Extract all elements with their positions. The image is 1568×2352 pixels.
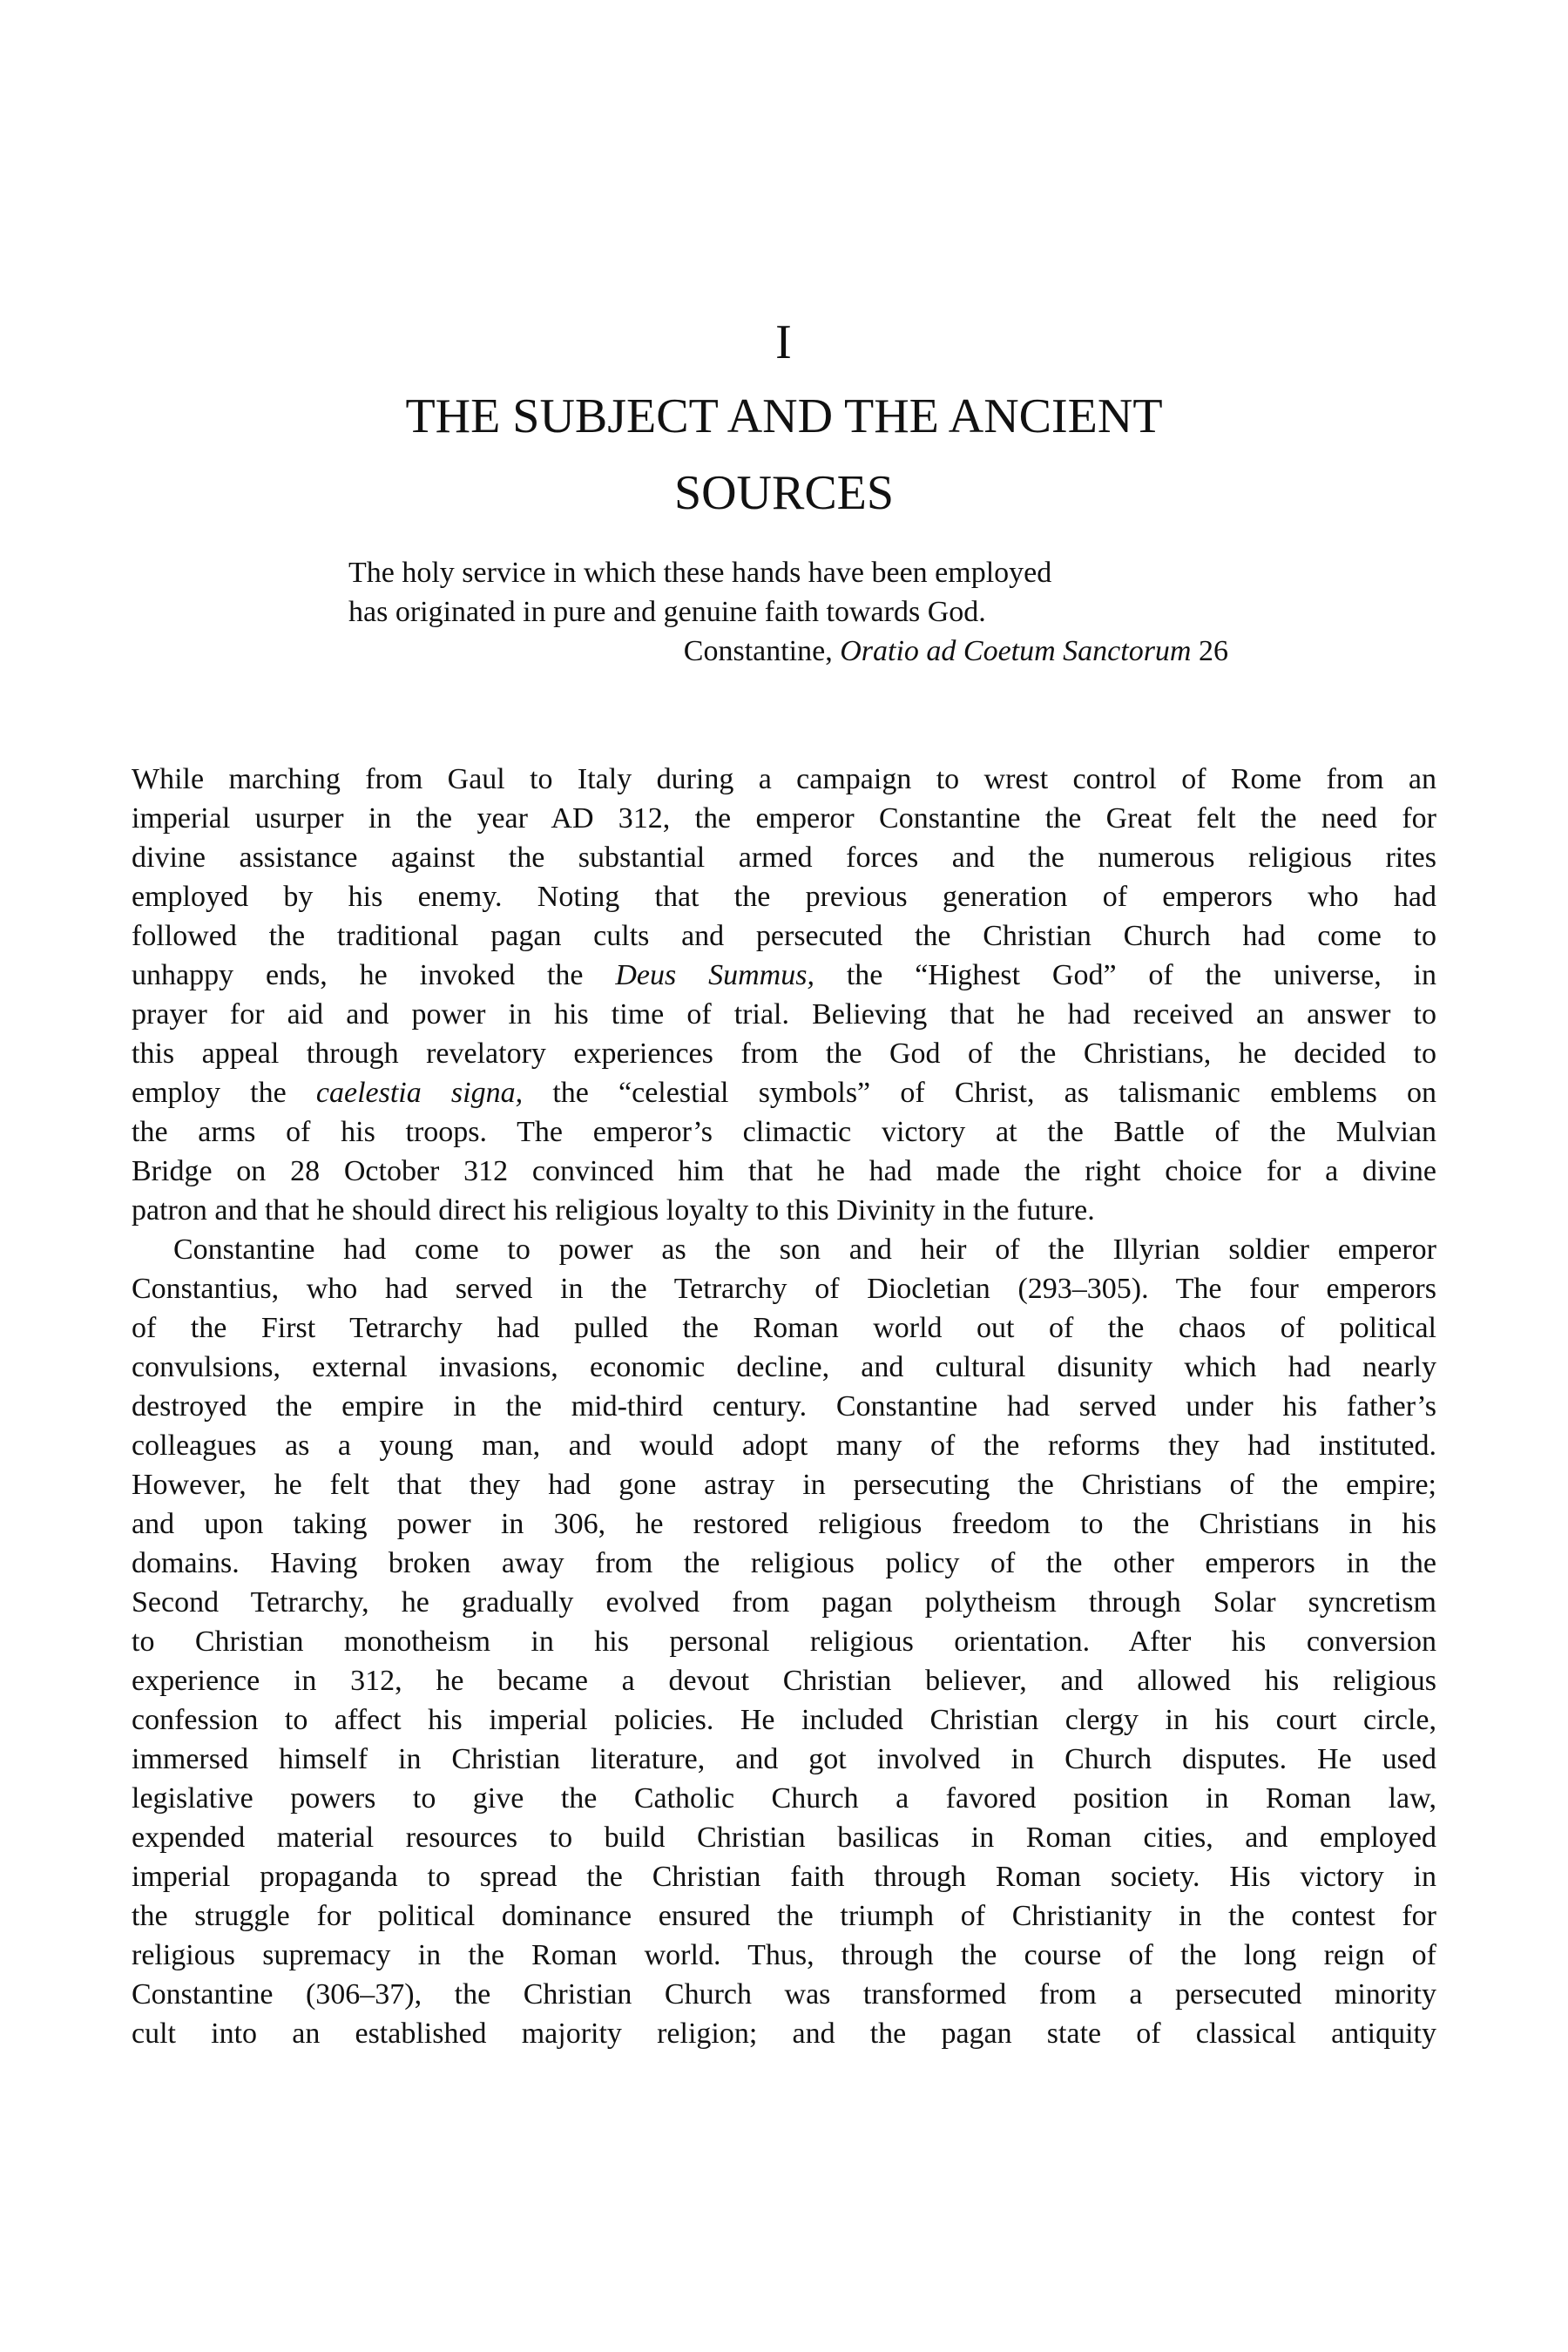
text-line: destroyed the empire in the mid-third century. Constantine had served under his father’s	[132, 1390, 1436, 1423]
text-line: domains. Having broken away from the religious policy of the other emperors in the	[132, 1547, 1436, 1579]
text-line: Constantine (306–37), the Christian Church was transformed from a persecuted minority	[132, 1978, 1436, 2011]
body-text	[132, 760, 1436, 2053]
paragraph-1	[132, 760, 1436, 1230]
text-line: this appeal through revelatory experiences from the God of the Christians, he decided to	[132, 1037, 1436, 1070]
text-line	[132, 956, 1436, 995]
epigraph-attribution	[348, 632, 1228, 671]
text-line: followed the traditional pagan cults and persecuted the Christian Church had come to	[132, 920, 1436, 952]
text-line: Second Tetrarchy, he gradually evolved from pagan polytheism through Solar syncretism	[132, 1586, 1436, 1619]
epigraph-author: Constantine,	[683, 635, 833, 667]
text-line: patron and that he should direct his religious loyalty to this Divinity in the future.	[132, 1194, 1095, 1227]
chapter-title	[0, 378, 1568, 531]
chapter-number: I	[775, 315, 793, 369]
chapter-title-line-2: SOURCES	[673, 466, 895, 520]
text-segment: employ the	[132, 1077, 287, 1109]
text-line: Constantine had come to power as the son and heir of the Illyrian soldier emperor	[173, 1233, 1436, 1266]
text-line: and upon taking power in 306, he restored religious freedom to the Christians in his	[132, 1508, 1436, 1540]
text-line: While marching from Gaul to Italy during a campaign to wrest control of Rome from an	[132, 763, 1436, 795]
text-line: of the First Tetrarchy had pulled the Roman world out of the chaos of political	[132, 1312, 1436, 1344]
text-line	[132, 1073, 1436, 1112]
epigraph-work-title: Oratio ad Coetum Sanctorum	[840, 635, 1192, 667]
paragraph-2	[132, 1230, 1436, 2053]
text-line: Bridge on 28 October 312 convinced him that he had made the right choice for a divine	[132, 1155, 1436, 1187]
text-line: cult into an established majority religion; and the pagan state of classical antiquity	[132, 2017, 1436, 2050]
text-line: colleagues as a young man, and would adopt many of the reforms they had instituted.	[132, 1429, 1436, 1462]
text-segment: the “celestial symbols” of Christ, as talismanic emblems on	[552, 1077, 1437, 1109]
text-line: convulsions, external invasions, economic decline, and cultural disunity which had nearly	[132, 1351, 1436, 1383]
text-line: the struggle for political dominance ensured the triumph of Christianity in the contest for	[132, 1900, 1436, 1932]
text-line: imperial propaganda to spread the Christian faith through Roman society. His victory in	[132, 1861, 1436, 1893]
text-line: imperial usurper in the year AD 312, the emperor Constantine the Great felt the need for	[132, 802, 1436, 835]
text-line: divine assistance against the substantial armed forces and the numerous religious rites	[132, 841, 1436, 874]
text-line: to Christian monotheism in his personal religious orientation. After his conversion	[132, 1625, 1436, 1658]
epigraph	[348, 553, 1228, 671]
text-segment: unhappy ends, he invoked the	[132, 959, 584, 991]
text-segment: the “Highest God” of the universe, in	[846, 959, 1436, 991]
text-line: experience in 312, he became a devout Christian believer, and allowed his religious	[132, 1665, 1436, 1697]
chapter-title-line-1: THE SUBJECT AND THE ANCIENT	[405, 389, 1163, 443]
latin-term-deus-summus: Deus Summus,	[615, 959, 814, 991]
epigraph-section: 26	[1199, 635, 1228, 667]
text-line: However, he felt that they had gone astray in persecuting the Christians of the empire;	[132, 1469, 1436, 1501]
text-line: immersed himself in Christian literature, and got involved in Church disputes. He used	[132, 1743, 1436, 1775]
epigraph-line-2: has originated in pure and genuine faith towards God.	[348, 596, 986, 628]
text-line: employed by his enemy. Noting that the previous generation of emperors who had	[132, 881, 1436, 913]
text-line: religious supremacy in the Roman world. Thus, through the course of the long reign of	[132, 1939, 1436, 1971]
latin-term-caelestia-signa: caelestia signa,	[315, 1077, 524, 1109]
text-line: legislative powers to give the Catholic Church a favored position in Roman law,	[132, 1782, 1436, 1815]
text-line: expended material resources to build Christian basilicas in Roman cities, and employed	[132, 1821, 1436, 1854]
text-line: confession to affect his imperial policies. He included Christian clergy in his court circle,	[132, 1704, 1436, 1736]
text-line: the arms of his troops. The emperor’s climactic victory at the Battle of the Mulvian	[132, 1116, 1436, 1148]
epigraph-line-1: The holy service in which these hands have been employed	[348, 557, 1052, 589]
text-line: Constantius, who had served in the Tetrarchy of Diocletian (293–305). The four emperors	[132, 1273, 1436, 1305]
text-line: prayer for aid and power in his time of trial. Believing that he had received an answer to	[132, 998, 1436, 1031]
